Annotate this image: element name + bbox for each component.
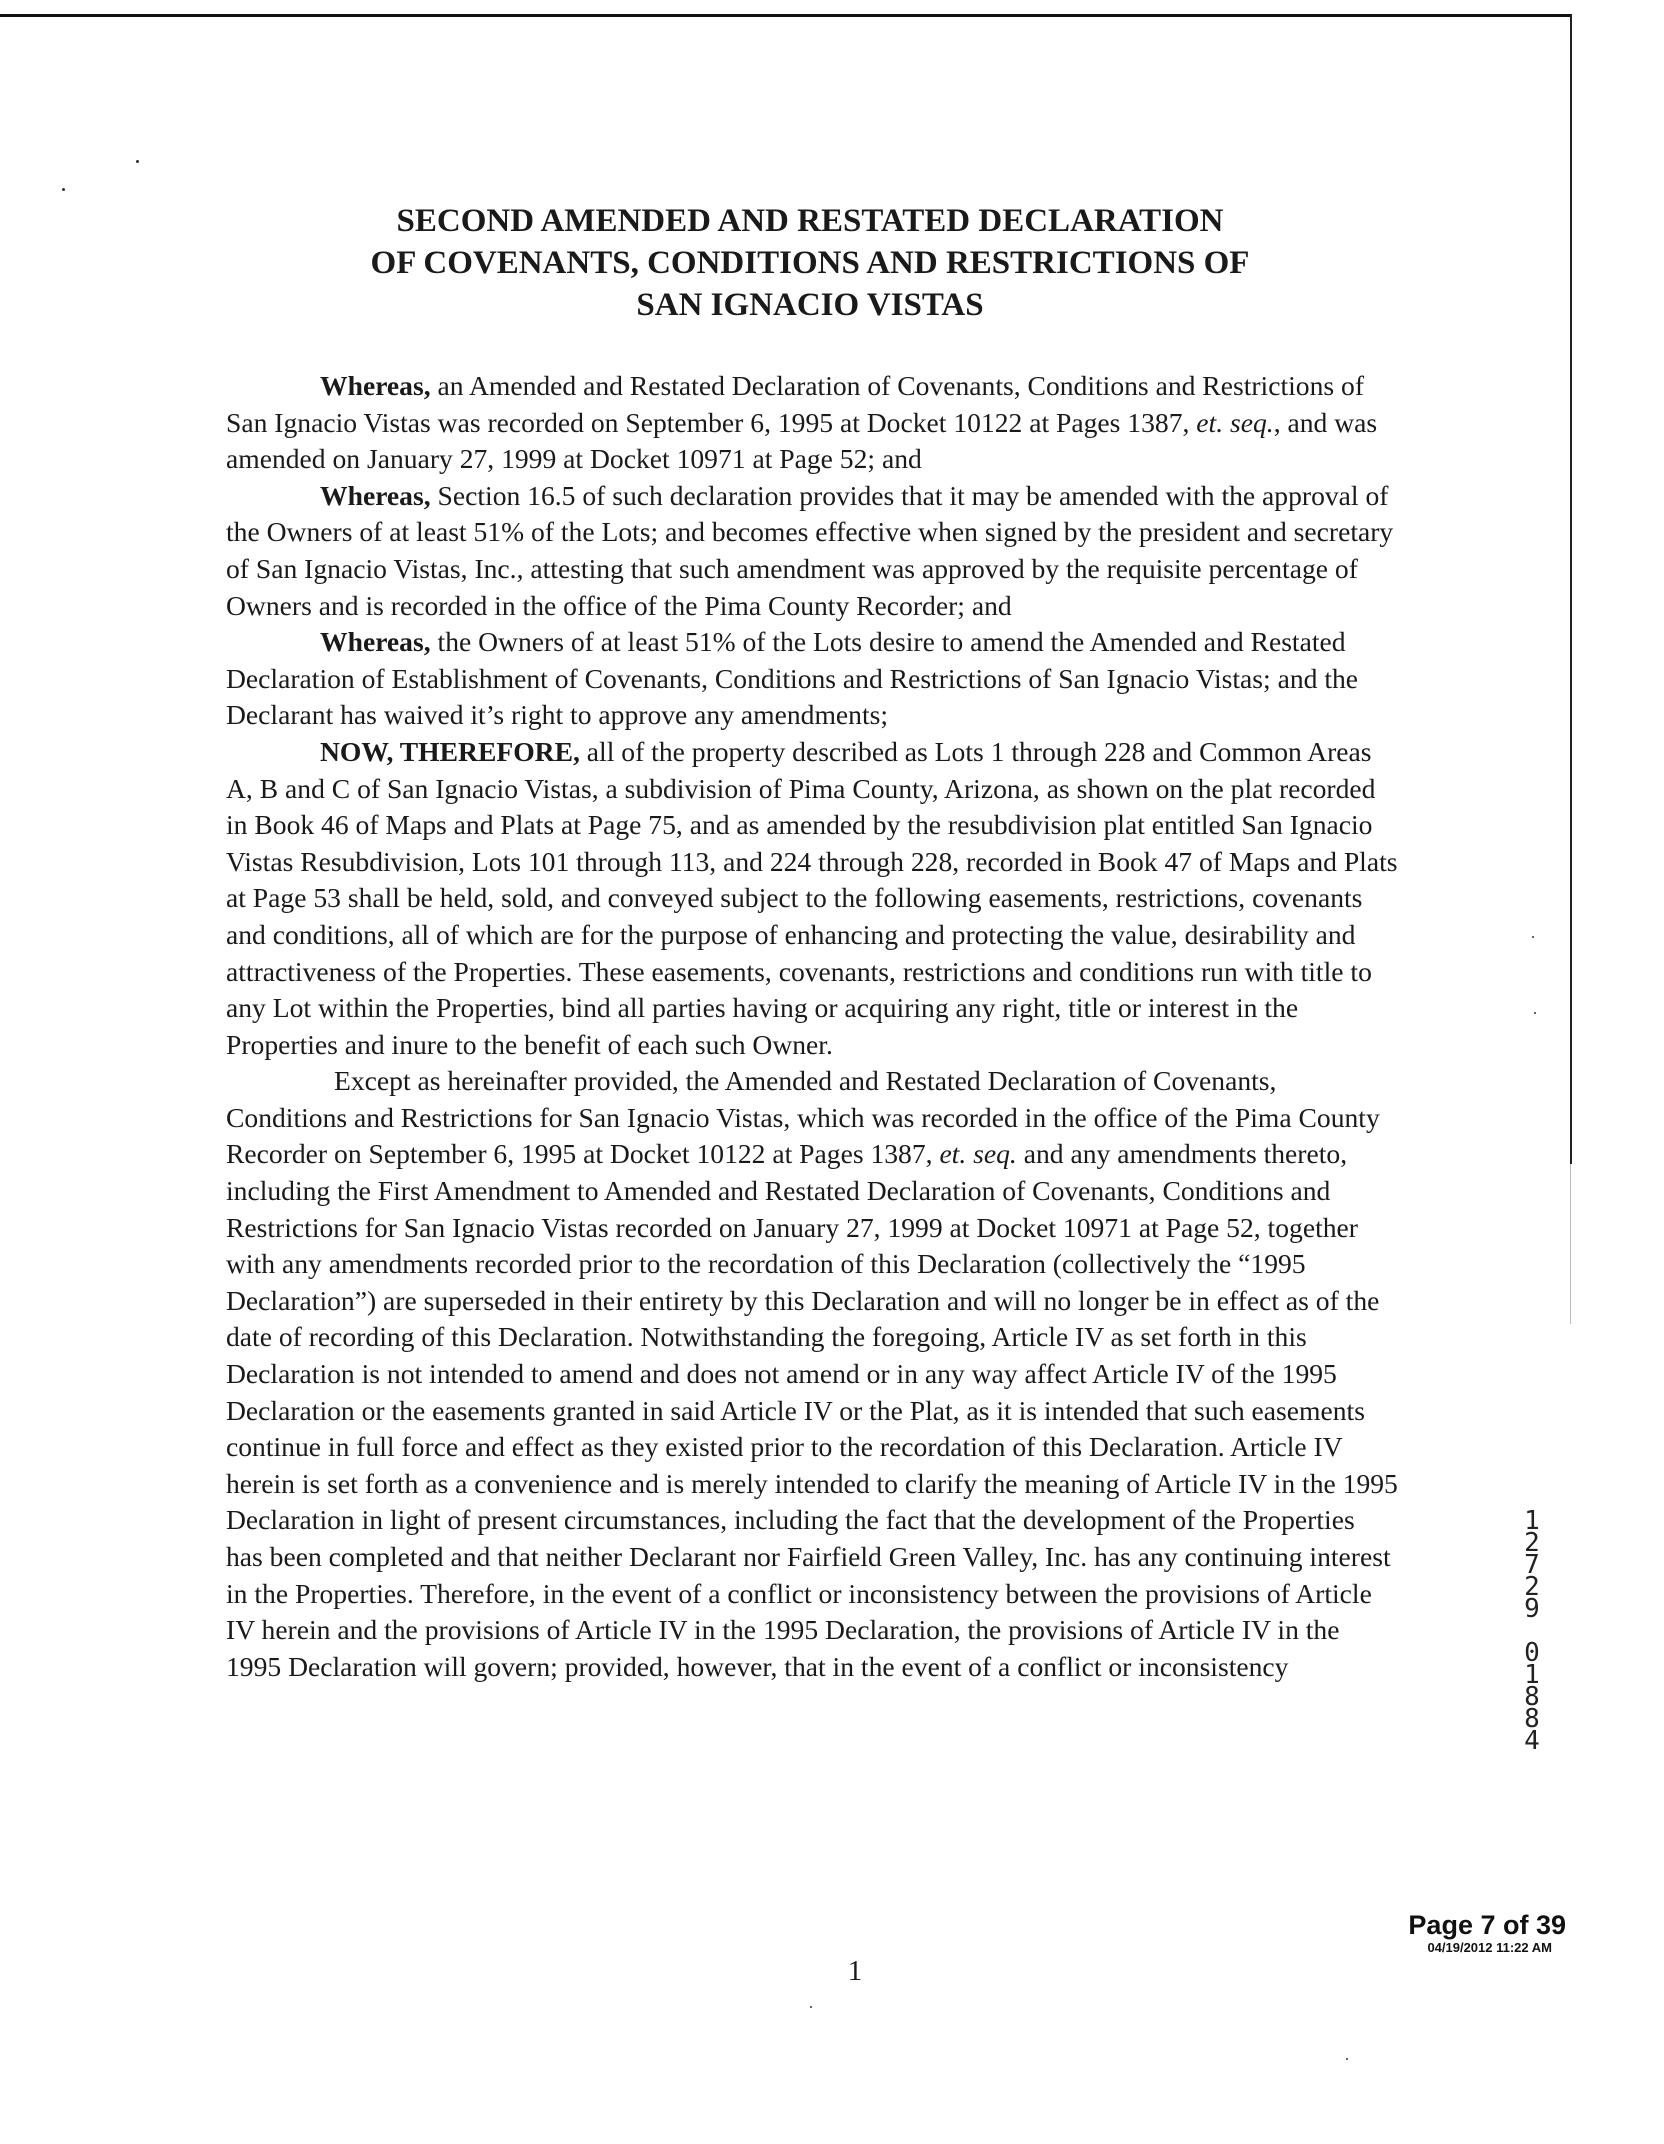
title-line: OF COVENANTS, CONDITIONS AND RESTRICTIONS OF [370,245,1250,281]
title-line: SECOND AMENDED AND RESTATED DECLARATION [396,203,1224,239]
recorder-docket-stamp [1508,1506,1556,1756]
stamp-char: 9 [1524,1594,1540,1624]
paragraph-text: Except as hereinafter provided, the Amended and Restated Declaration of Covenants, Conditions and Restrictions for San Ignacio Vistas, which was recorded in the office of the Pima County Recorder on September 6, 1995 at Docket 10122 at Pages 1387, [226,1065,1380,1170]
timestamp: 04/19/2012 11:22 AM [1427,1940,1552,1955]
scan-speck [1532,936,1534,938]
scan-speck [1346,2058,1348,2060]
paragraph-italic: et. seq. [1196,406,1274,438]
stamp-char: 7 [1524,1550,1540,1580]
scan-border-top [0,14,1572,17]
page-counter [1350,1910,1566,1956]
paragraph-lead: NOW, THEREFORE, [320,735,580,767]
scan-border-right [1570,14,1572,1164]
paragraph-except [226,1063,1398,1685]
paragraph-text: Section 16.5 of such declaration provides that it may be amended with the approval of the Owners of at least 51% of the Lots; and becomes effective when signed by the president and secretary of San Ignacio Vistas, Inc., attesting that such amendment was approved by the requisite percentage of Owners and is recorded in the office of the Pima County Recorder; and [226,479,1394,621]
page-of-total: Page 7 of 39 [1408,1910,1566,1940]
page-number: 1 [847,1955,863,1987]
paragraph-now-therefore [226,734,1398,1063]
paragraph-text: , and was amended on January 27, 1999 at Docket 10971 at Page 52; and [226,406,1378,475]
paragraph-text: all of the property described as Lots 1 through 228 and Common Areas A, B and C of San Ignacio Vistas, a subdivision of Pima County, Arizona, as shown on the plat recorded in Book 46 of Maps and Plats at Page 75, and as amended by the resubdivision plat entitled San Ignacio Vistas Resubdivision, Lots 101 through 113, and 224 through 228, recorded in Book 47 of Maps and Plats at Page 53 shall be held, sold, and conveyed subject to the following easements, restrictions, covenants and conditions, all of which are for the purpose of enhancing and protecting the value, desirability and attractiveness of the Properties. These easements, covenants, restrictions and conditions run with title to any Lot within the Properties, bind all parties having or acquiring any right, title or interest in the Properties and inure to the benefit of each such Owner. [226,735,1398,1060]
stamp-char: 2 [1524,1572,1540,1602]
paragraph-whereas-1 [226,368,1398,478]
stamp-char: 1 [1524,1506,1540,1536]
document-title [220,200,1400,326]
paragraph-lead: Whereas, [320,370,431,401]
paragraph-text: an Amended and Restated Declaration of Covenants, Conditions and Restrictions of San Ignacio Vistas was recorded on September 6, 1995 at Docket 10122 at Pages 1387, [226,370,1365,438]
paragraph-text: the Owners of at least 51% of the Lots desire to amend the Amended and Restated Declaration of Establishment of Covenants, Conditions and Restrictions of San Ignacio Vistas; and the Declarant has waived it’s right to approve any amendments; [226,626,1359,731]
paragraph-whereas-3 [226,624,1398,734]
scan-speck [1534,1012,1536,1014]
paragraph-lead: Whereas, [320,479,431,511]
stamp-char: 4 [1524,1726,1540,1756]
stamp-char: 8 [1524,1682,1540,1712]
scan-speck [62,188,65,191]
title-line: SAN IGNACIO VISTAS [636,287,984,323]
document-body [226,368,1398,1685]
scan-speck [810,2006,812,2008]
stamp-char: 1 [1524,1660,1540,1690]
stamp-char: 2 [1524,1528,1540,1558]
paragraph-text: and any amendments thereto, including the First Amendment to Amended and Restated Declaration of Covenants, Conditions and Restrictions for San Ignacio Vistas recorded on January 27, 1999 at Docket 10971 at Page 52, together with any amendments recorded prior to the recordation of this Declaration (collectively the “1995 Declaration”) are superseded in their entirety by this Declaration and will no longer be in effect as of the date of recording of this Declaration. Notwithstanding the foregoing, Article IV as set forth in this Declaration is not intended to amend and does not amend or in any way affect Article IV of the 1995 Declaration or the easements granted in said Article IV or the Plat, as it is intended that such easements continue in full force and effect as they existed prior to the recordation of this Declaration. Article IV herein is set forth as a convenience and is merely intended to clarify the meaning of Article IV in the 1995 Declaration in light of present circumstances, including the fact that the development of the Properties has been completed and that neither Declarant nor Fairfield Green Valley, Inc. has any continuing interest in the Properties. Therefore, in the event of a conflict or inconsistency between the provisions of Article IV herein and the provisions of Article IV in the 1995 Declaration, the provisions of Article IV in the 1995 Declaration will govern; provided, however, that in the event of a conflict or inconsistency [226,1138,1398,1682]
stamp-char: 0 [1524,1638,1540,1668]
paragraph-whereas-2 [226,478,1398,624]
paragraph-lead: Whereas, [320,626,431,658]
scan-border-right-faint [1570,1164,1571,1324]
paragraph-italic: et. seq. [939,1138,1017,1170]
stamp-char: 8 [1524,1704,1540,1734]
scan-speck [136,160,139,163]
